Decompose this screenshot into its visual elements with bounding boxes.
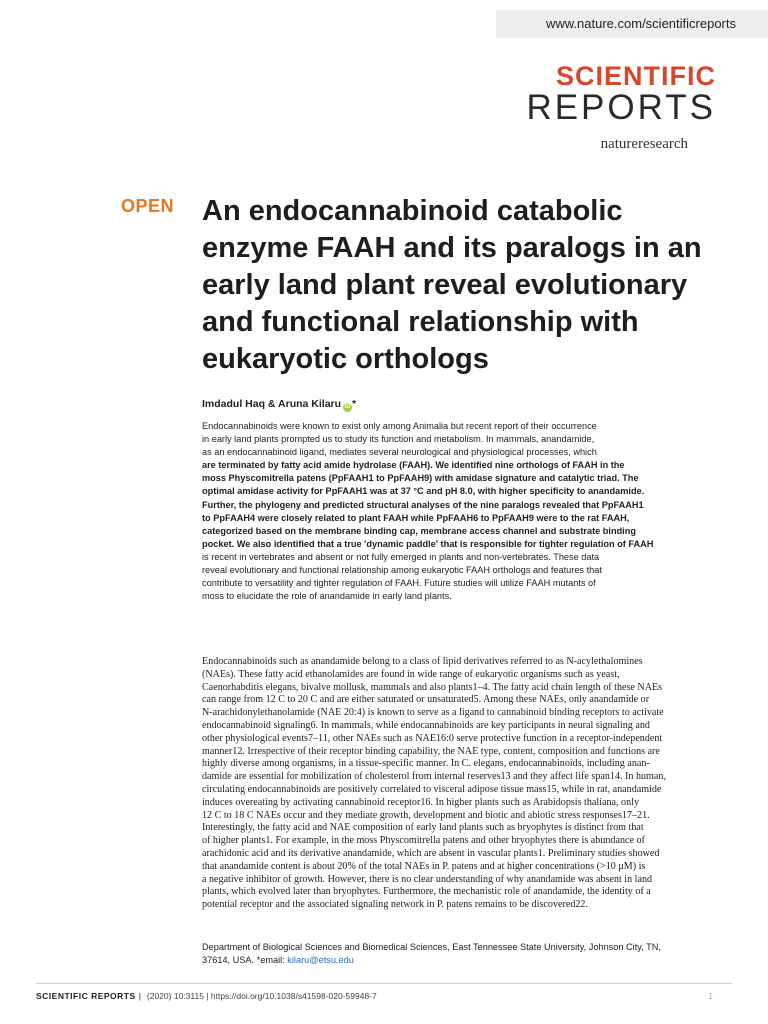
body-line: Caenorhabditis elegans, bivalve mollusk, mammals and also plants1–4. The fatty acid chain length of these NAEs: [202, 681, 663, 693]
abstract-line: optimal amidase activity for PpFAAH1 was at 37 °C and pH 8.0, with higher specificity to anandamide.: [202, 486, 645, 497]
body-line: other physiological events7–11, other NAEs such as NAE16:0 serve protective function in a receptor-independent: [202, 732, 663, 744]
affiliation: [202, 941, 722, 967]
author-email-link[interactable]: kilaru@etsu.edu: [287, 955, 354, 965]
logo-reports: REPORTS: [526, 88, 716, 127]
body-line: a negative inhibitor of growth. However, there is no clear understanding of why anandamide was absent in land: [202, 873, 653, 885]
abstract-line: are terminated by fatty acid amide hydrolase (FAAH). We identified nine orthologs of FAAH in the: [202, 460, 625, 471]
page-number: 1: [708, 991, 713, 1001]
open-access-badge: OPEN: [121, 196, 175, 216]
body-line: that anandamide content is about 20% of the total NAEs in P. patens and at higher concentrations (>10 μM) is: [202, 860, 646, 872]
body-line: Interestingly, the fatty acid and NAE composition of early land plants such as bryophytes is distinct from that: [202, 822, 644, 834]
abstract-line: to PpFAAH4 were closely related to plant FAAH while PpFAAH6 to PpFAAH9 were to the rat FAAH,: [202, 512, 630, 523]
abstract-line: categorized based on the membrane binding cap, membrane access channel and substrate binding: [202, 525, 636, 536]
body-line: circulating endocannabinoids are positively correlated to visceral adipose tissue mass15, while in rat, anandamide: [202, 783, 662, 795]
footer-divider: [36, 983, 732, 984]
footer-separator: |: [138, 991, 141, 1001]
body-line: manner12. Irrespective of their receptor binding capability, the NAE type, content, composition and functions are: [202, 745, 660, 757]
abstract-line: is recent in vertebrates and absent or not fully emerged in plants and non-vertebrates. These data: [202, 551, 600, 562]
abstract-line: moss to elucidate the role of anandamide in early land plants.: [202, 591, 452, 602]
abstract-line: contribute to versatility and tighter regulation of FAAH. Future studies will utilize FAAH mutants of: [202, 578, 596, 589]
page-footer: [36, 991, 377, 1001]
orcid-icon[interactable]: iD: [344, 404, 351, 410]
body-line: (NAEs). These fatty acid ethanolamides are found in wide range of eukaryotic organisms such as yeast,: [202, 668, 620, 680]
body-line: can range from 12 C to 20 C and are either saturated or unsaturated5. Among these NAEs, only anandamide or: [202, 694, 650, 706]
abstract-line: Further, the phylogeny and predicted structural analyses of the nine paralogs revealed that PpFAAH1: [202, 499, 644, 510]
body-line: arachidonic acid and its derivative anandamide, which are absent in vascular plants1. Preliminary studies showed: [202, 847, 660, 859]
body-line: damide are essential for mobilization of cholesterol from internal reserves13 and they affect life span14. In human,: [202, 771, 666, 783]
publisher-name: natureresearch: [600, 136, 688, 152]
abstract-line: pocket. We also identified that a true 'dynamic paddle' that is responsible for tighter regulation of FAAH: [202, 538, 654, 549]
affiliation-line-2: 37614, USA. *email:: [202, 955, 288, 965]
affiliation-line-1: Department of Biological Sciences and Biomedical Sciences, East Tennessee State University, Johnson City, TN,: [202, 942, 661, 952]
body-line: of higher plants1. For example, in the moss Physcomitrella patens and other bryophytes there is abundance of: [202, 835, 645, 847]
abstract-line: Endocannabinoids were known to exist only among Animalia but recent report of their occurrence: [202, 421, 597, 431]
article-title: An endocannabinoid catabolic enzyme FAAH and its paralogs in an early land plant reveal evolutionary and functional relationship with eukaryotic orthologs: [202, 195, 702, 375]
abstract-line: moss Physcomitrella patens (PpFAAH1 to PpFAAH9) with amidase signature and catalytic triad. The: [202, 473, 639, 484]
abstract-line: reveal evolutionary and functional relationship among eukaryotic FAAH orthologs and features that: [202, 565, 602, 576]
footer-citation[interactable]: (2020) 10:3115 | https://doi.org/10.1038/s41598-020-59948-7: [146, 991, 377, 1001]
abstract-line: as an endocannabinoid ligand, mediates several neurological and physiological processes, which: [202, 447, 597, 458]
body-line: Endocannabinoids such as anandamide belong to a class of lipid derivatives referred to as N-acylethalomines: [202, 656, 643, 667]
abstract: [202, 420, 716, 603]
footer-journal: SCIENTIFIC REPORTS: [36, 991, 136, 1001]
body-line: highly diverse among organisms, in a tissue-specific manner. In C. elegans, endocannabinoids, including anan-: [202, 758, 650, 770]
body-line: N-arachidonylethanolamide (NAE 20:4) is known to serve as a ligand to cannabinoid binding receptors to activate: [202, 707, 664, 719]
abstract-line: in early land plants prompted us to study its function and metabolism. In mammals, anandamide,: [202, 434, 595, 445]
body-line: endocannabinoid signaling6. In mammals, while endocannabinoids are key participants in neural signaling and: [202, 719, 650, 731]
journal-url[interactable]: www.nature.com/scientificreports: [545, 16, 736, 31]
author-names[interactable]: Imdadul Haq & Aruna Kilaru: [202, 398, 342, 410]
body-text: [202, 656, 716, 912]
journal-logo[interactable]: [526, 62, 716, 126]
logo-scientific: SCIENTIFIC: [555, 61, 716, 91]
author-list: [202, 398, 356, 412]
body-line: plants, which evolved later than bryophytes. Furthermore, the mechanistic role of anandamide, the identity of a: [202, 886, 651, 898]
body-line: 12 C to 18 C NAEs occur and they mediate growth, development and biotic and abiotic stress responses17–21.: [202, 809, 650, 821]
body-line: potential receptor and the associated signaling network in P. patens remains to be discovered22.: [202, 899, 588, 911]
body-line: induces overeating by activating cannabinoid receptor16. In higher plants such as Arabidopsis thaliana, only: [202, 796, 639, 808]
corresponding-mark: *: [352, 398, 357, 410]
